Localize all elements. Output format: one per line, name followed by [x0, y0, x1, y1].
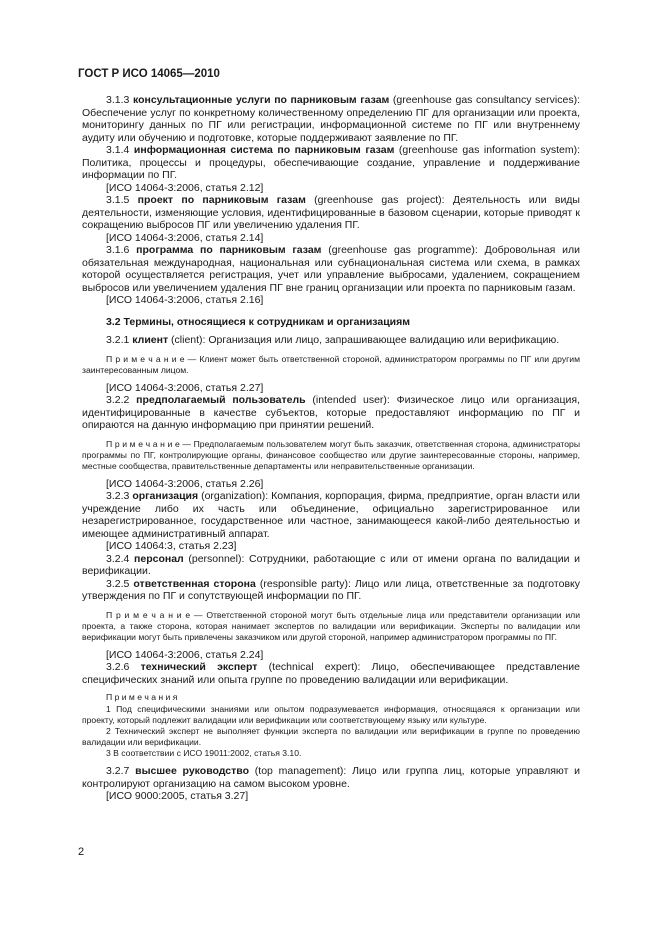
- reference-3-1-5: [ИСО 14064-3:2006, статья 2.14]: [106, 231, 264, 244]
- notes-label: П р и м е ч а н и я: [106, 692, 178, 702]
- term-3-2-1: 3.2.1 клиент (client): Организация или лицо, запрашивающее валидацию или верификацию.: [106, 334, 560, 346]
- term-3-1-5: 3.1.5 проект по парниковым газам (greenhouse gas project): Деятельность или виды деятельности, изменяющие условия, идентифицированные в базовом сценарии, которые приводят к сокращению выбросов ПГ или увеличению удаления ПГ.: [82, 194, 580, 231]
- term-3-1-4: 3.1.4 информационная система по парниковым газам (greenhouse gas information system): Политика, процессы и процедуры, обеспечивающие создание, управление и поддерживание информации по ПГ.: [82, 144, 581, 181]
- note-item: 2 Технический эксперт не выполняет функции эксперта по валидации или верификации в группе по проведению валидации или верификации.: [82, 726, 580, 747]
- note-3-2-5: П р и м е ч а н и е — Ответственной стороной могут быть отдельные лица или представители организации или проекта, а также сторона, которая нанимает экспертов по валидации или верификации. Эксперты по валидации или верификации могут быть привлечены заказчиком или другой стороной, например администратором программы по ПГ.: [82, 609, 580, 642]
- page-number: 2: [78, 846, 85, 858]
- term-3-2-4: 3.2.4 персонал (personnel): Сотрудники, работающие с или от имени органа по валидации и верификации.: [82, 552, 580, 577]
- term-3-2-5: 3.2.5 ответственная сторона (responsible party): Лицо или лица, ответственные за подготовку утверждения по ПГ и сопутствующей информации по ПГ.: [82, 577, 580, 602]
- note-item: 1 Под специфическими знаниями или опытом подразумевается информация, относящаяся к организации или проекту, который подлежит валидации или верификации или соответствующему языку или культуре.: [82, 704, 580, 725]
- reference-3-2-1: [ИСО 14064-3:2006, статья 2.27]: [106, 381, 264, 394]
- reference-3-2-5: [ИСО 14064-3:2006, статья 2.24]: [106, 648, 264, 661]
- section-heading-3-2: 3.2 Термины, относящиеся к сотрудникам и организациям: [106, 315, 410, 328]
- term-3-2-2: 3.2.2 предполагаемый пользователь (intended user): Физическое лицо или организация, идентифицированные в качестве субъектов, которые предоставляют информацию по ПГ и опираются на данную информацию при принятии решений.: [82, 394, 580, 431]
- term-3-1-6: 3.1.6 программа по парниковым газам (greenhouse gas programme): Добровольная или обязательная международная, национальная или субнациональная система или схема, в рамках которой осуществляется регистрация, учет или управление выбросами, удалением, сокращением выбросов или увеличением удаления ПГ вне границ организации или проекта по парниковым газам.: [82, 244, 580, 294]
- reference-3-1-6: [ИСО 14064-3:2006, статья 2.16]: [106, 294, 264, 306]
- reference-3-1-4: [ИСО 14064-3:2006, статья 2.12]: [106, 181, 264, 194]
- note-item: 3 В соответствии с ИСО 19011:2002, статья 3.10.: [106, 748, 302, 758]
- reference-3-2-3: [ИСО 14064:3, статья 2.23]: [106, 540, 237, 552]
- reference-3-2-2: [ИСО 14064-3:2006, статья 2.26]: [106, 477, 264, 490]
- reference-3-2-7: [ИСО 9000:2005, статья 3.27]: [106, 790, 249, 802]
- document-header: ГОСТ Р ИСО 14065—2010: [78, 68, 220, 80]
- term-3-2-3: 3.2.3 организация (organization): Компания, корпорация, фирма, предприятие, орган власти или учреждение либо их часть или объединение, официально зарегистрированное или незарегистрированное, государственное или частное, занимающееся какой-либо деятельностью и имеющее административный аппарат.: [82, 490, 581, 540]
- note-3-2-1: П р и м е ч а н и е — Клиент может быть ответственной стороной, администратором программы по ПГ или другим заинтересованным лицом.: [82, 353, 581, 375]
- document-body: [82, 94, 580, 803]
- notes-3-2-6: [82, 692, 580, 759]
- term-3-2-6: 3.2.6 технический эксперт (technical expert): Лицо, обеспечивающее представление специфических знаний или опыта группе по проведению валидации или верификации.: [82, 661, 581, 686]
- term-3-2-7: 3.2.7 высшее руководство (top management): Лицо или группа лиц, которые управляют и контролируют организацию на самом высоком уровне.: [82, 765, 580, 790]
- note-3-2-2: П р и м е ч а н и е — Предполагаемым пользователем могут быть заказчик, ответственная сторона, администраторы программы по ПГ, контролирующие органы, финансовое сообщество или другие заинтересованные стороны, например, местные сообщества, правительственные департаменты или неправительственные организации.: [82, 438, 580, 471]
- term-3-1-3: 3.1.3 консультационные услуги по парниковым газам (greenhouse gas consultancy services): Обеспечение услуг по конкретному количественному определению ПГ для организации или проекта, мониторингу данных по ПГ или регистрации, информационной системе по ПГ или внутреннему аудиту или обучению и подготовке, которые поддерживают заявление по ПГ.: [82, 94, 580, 144]
